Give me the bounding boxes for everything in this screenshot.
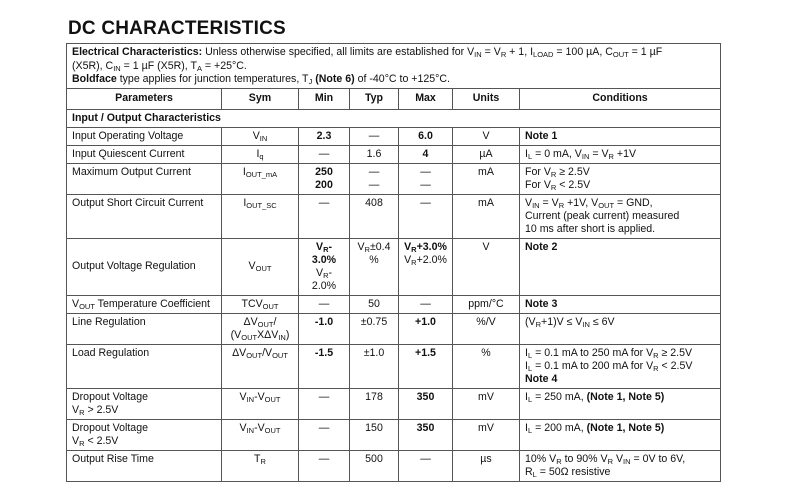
- min-cell: —: [299, 295, 350, 313]
- min-cell: -1.0: [299, 313, 350, 344]
- table-row: [67, 450, 721, 481]
- dc-characteristics-table: [66, 43, 721, 482]
- note-label: Electrical Characteristics:: [72, 46, 203, 58]
- cond-cell: Note 2: [520, 238, 721, 295]
- cond-cell: Note 3: [520, 295, 721, 313]
- max-cell: 4: [399, 145, 453, 163]
- conditions-note: Electrical Characteristics: Unless otherwise specified, all limits are established for $V_{IN} = V_R + 1$, $I_{LOAD} = 100$ µA, $C_{OUT} = 1$ µF (X5R), $C_{IN} = 1$ µF (X5R), $T_A = +25^\circ C$. Boldface type applies for junction temperatures, $T_J$ (Note 6) of -40°C to +125°C.: [67, 44, 721, 89]
- typ-cell: 1.6: [350, 145, 399, 163]
- typ-cell: 50: [350, 295, 399, 313]
- param-cell: Load Regulation: [67, 344, 222, 388]
- units-cell: mV: [453, 388, 520, 419]
- min-cell: —: [299, 145, 350, 163]
- param-cell: Maximum Output Current: [67, 163, 222, 194]
- min-cell: 250 200: [299, 163, 350, 194]
- max-cell: 350: [399, 419, 453, 450]
- typ-cell: 150: [350, 419, 399, 450]
- typ-cell: $V_R\pm 0.4$ %: [350, 238, 399, 295]
- max-cell: $V_R+3.0\%$ $V_R+2.0\%$: [399, 238, 453, 295]
- min-cell: 2.3: [299, 127, 350, 145]
- sym-cell: $V_{OUT}$: [222, 238, 299, 295]
- typ-cell: ±1.0: [350, 344, 399, 388]
- section-title: Input / Output Characteristics: [67, 109, 721, 127]
- min-cell: —: [299, 194, 350, 238]
- table-row: [67, 163, 721, 194]
- units-cell: µs: [453, 450, 520, 481]
- min-cell: —: [299, 450, 350, 481]
- cond-cell: $I_L = 250$ mA, (Note 1, Note 5): [520, 388, 721, 419]
- table-row: [67, 344, 721, 388]
- header-sym: Sym: [222, 88, 299, 109]
- typ-cell: 178: [350, 388, 399, 419]
- param-cell: Input Quiescent Current: [67, 145, 222, 163]
- units-cell: µA: [453, 145, 520, 163]
- header-row: [67, 88, 721, 109]
- units-cell: ppm/°C: [453, 295, 520, 313]
- max-cell: +1.5: [399, 344, 453, 388]
- units-cell: %/V: [453, 313, 520, 344]
- max-cell: —: [399, 194, 453, 238]
- units-cell: %: [453, 344, 520, 388]
- cond-cell: 10% $V_R$ to 90% $V_R$ $V_{IN} = 0V$ to 6V, $R_L = 50\Omega$ resistive: [520, 450, 721, 481]
- table-row: [67, 419, 721, 450]
- typ-cell: — —: [350, 163, 399, 194]
- param-cell: Output Voltage Regulation: [67, 238, 222, 295]
- header-parameters: Parameters: [67, 88, 222, 109]
- sym-cell: $TCV_{OUT}$: [222, 295, 299, 313]
- param-cell: Output Short Circuit Current: [67, 194, 222, 238]
- cond-cell: Note 1: [520, 127, 721, 145]
- typ-cell: 500: [350, 450, 399, 481]
- min-cell: -1.5: [299, 344, 350, 388]
- sym-cell: $V_{IN}$: [222, 127, 299, 145]
- cond-cell: $(V_R+1)V \le V_{IN} \le 6V$: [520, 313, 721, 344]
- header-max: Max: [399, 88, 453, 109]
- cond-cell: For $V_R \ge 2.5V$ For $V_R < 2.5V$: [520, 163, 721, 194]
- table-row: [67, 295, 721, 313]
- units-cell: mV: [453, 419, 520, 450]
- table-row: [67, 238, 721, 295]
- header-conditions: Conditions: [520, 88, 721, 109]
- units-cell: V: [453, 127, 520, 145]
- dc-characteristics-table-wrapper: [66, 43, 720, 482]
- max-cell: 350: [399, 388, 453, 419]
- section-row: [67, 109, 721, 127]
- param-cell: Output Rise Time: [67, 450, 222, 481]
- cond-cell: $V_{IN} = V_R +1V$, $V_{OUT}$ = GND, Current (peak current) measured 10 ms after short is applied.: [520, 194, 721, 238]
- sym-cell: $V_{IN}-V_{OUT}$: [222, 419, 299, 450]
- param-cell: Dropout Voltage $V_R > 2.5V$: [67, 388, 222, 419]
- units-cell: mA: [453, 163, 520, 194]
- boldface-label: Boldface: [72, 73, 117, 85]
- table-row: [67, 313, 721, 344]
- param-cell: Line Regulation: [67, 313, 222, 344]
- sym-cell: $I_{OUT\_SC}$: [222, 194, 299, 238]
- min-cell: $V_R-3.0\%$ $V_R-2.0\%$: [299, 238, 350, 295]
- sym-cell: $I_q$: [222, 145, 299, 163]
- table-row: [67, 194, 721, 238]
- page-title: DC CHARACTERISTICS: [68, 18, 286, 39]
- table-row: [67, 388, 721, 419]
- header-typ: Typ: [350, 88, 399, 109]
- max-cell: +1.0: [399, 313, 453, 344]
- header-units: Units: [453, 88, 520, 109]
- param-cell: Dropout Voltage $V_R < 2.5V$: [67, 419, 222, 450]
- typ-cell: 408: [350, 194, 399, 238]
- typ-cell: —: [350, 127, 399, 145]
- max-cell: —: [399, 450, 453, 481]
- table-row: [67, 127, 721, 145]
- cond-cell: $I_L = 0.1$ mA to 250 mA for $V_R \ge 2.5V$ $I_L = 0.1$ mA to 200 mA for $V_R < 2.5V$ Note 4: [520, 344, 721, 388]
- max-cell: — —: [399, 163, 453, 194]
- sym-cell: $\Delta V_{OUT}/$ $(V_{OUT}X\Delta V_{IN})$: [222, 313, 299, 344]
- sym-cell: $T_R$: [222, 450, 299, 481]
- units-cell: mA: [453, 194, 520, 238]
- sym-cell: $V_{IN}-V_{OUT}$: [222, 388, 299, 419]
- param-cell: $V_{OUT}$ Temperature Coefficient: [67, 295, 222, 313]
- max-cell: —: [399, 295, 453, 313]
- param-cell: Input Operating Voltage: [67, 127, 222, 145]
- cond-cell: $I_L = 0$ mA, $V_{IN} = V_R +1V$: [520, 145, 721, 163]
- min-cell: —: [299, 419, 350, 450]
- sym-cell: $I_{OUT\_mA}$: [222, 163, 299, 194]
- cond-cell: $I_L = 200$ mA, (Note 1, Note 5): [520, 419, 721, 450]
- max-cell: 6.0: [399, 127, 453, 145]
- conditions-note-row: [67, 44, 721, 89]
- min-cell: —: [299, 388, 350, 419]
- units-cell: V: [453, 238, 520, 295]
- header-min: Min: [299, 88, 350, 109]
- table-row: [67, 145, 721, 163]
- typ-cell: ±0.75: [350, 313, 399, 344]
- sym-cell: $\Delta V_{OUT}/V_{OUT}$: [222, 344, 299, 388]
